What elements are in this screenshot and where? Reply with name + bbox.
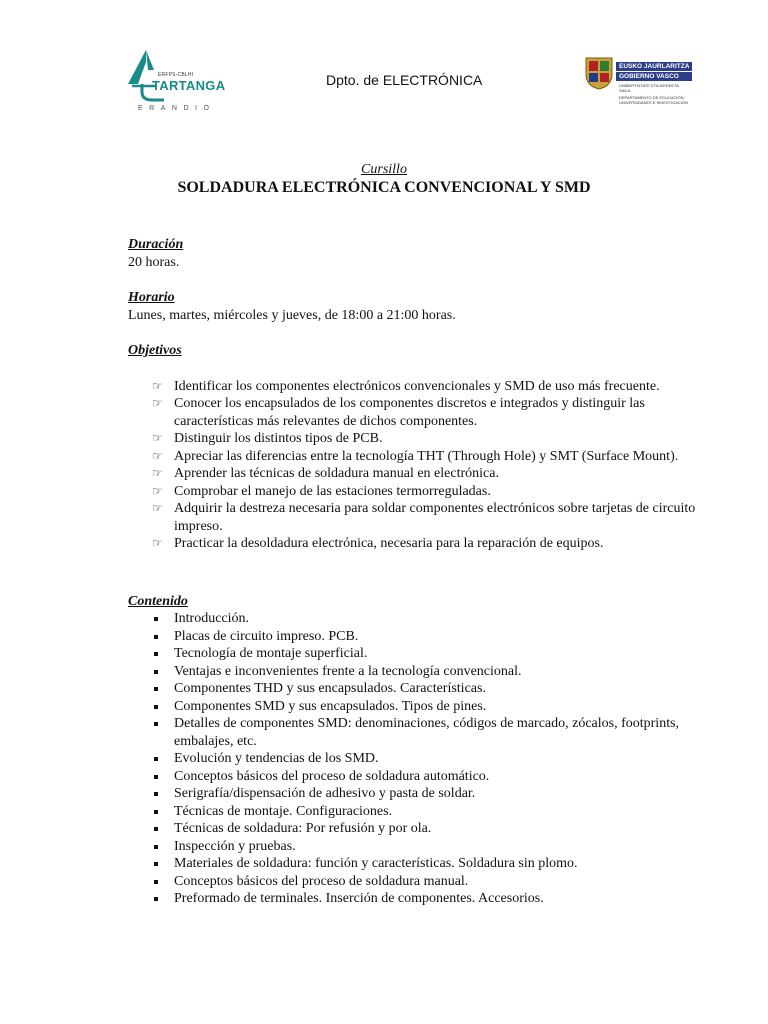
square-bullet-icon: [154, 722, 158, 726]
contenido-group-4: [128, 855, 708, 908]
pointing-hand-icon: ☞: [152, 378, 163, 393]
list-item: [152, 768, 708, 786]
objetivo-text: Practicar la desoldadura electrónica, necesaria para la reparación de equipos.: [174, 536, 604, 551]
list-item: [152, 838, 708, 856]
square-bullet-icon: [154, 617, 158, 621]
objetivo-text: Aprender las técnicas de soldadura manual en electrónica.: [174, 466, 499, 481]
objetivo-text: Comprobar el manejo de las estaciones termorreguladas.: [174, 483, 491, 499]
square-bullet-icon: [154, 845, 158, 849]
tartanga-logo: [124, 48, 226, 122]
list-item: [152, 395, 708, 430]
square-bullet-icon: [154, 827, 158, 831]
horario-section: [128, 289, 708, 324]
list-item: [152, 483, 708, 501]
square-bullet-icon: [154, 880, 158, 884]
square-bullet-icon: [154, 810, 158, 814]
list-item: [152, 680, 708, 698]
contenido-text: Placas de circuito impreso. PCB.: [174, 628, 359, 644]
square-bullet-icon: [154, 652, 158, 656]
pointing-hand-icon: ☞: [152, 396, 163, 410]
logo-small-text-1: UNIBERTSITATE ETA IKERKETA SAILA: [619, 83, 679, 93]
list-item: [152, 855, 708, 873]
contenido-group-1: [128, 610, 708, 645]
contenido-text: Preformado de terminales. Inserción de componentes. Accesorios.: [174, 891, 544, 906]
contenido-group-3: [128, 768, 708, 856]
contenido-text: Tecnología de montaje superficial.: [174, 646, 368, 661]
list-item: [152, 465, 708, 483]
contenido-text: Componentes THD y sus encapsulados. Características.: [174, 681, 486, 696]
pointing-hand-icon: ☞: [152, 448, 163, 463]
contenido-section: [128, 593, 708, 908]
contenido-text: Evolución y tendencias de los SMD.: [174, 751, 379, 766]
contenido-text: Inspección y pruebas.: [174, 838, 296, 854]
coat-of-arms-icon: [584, 56, 614, 90]
list-item: [152, 645, 708, 663]
logo-small-text-2: DEPARTAMENTO DE EDUCACIÓN, UNIVERSIDADES E INVESTIGACIÓN: [619, 95, 688, 105]
pointing-hand-icon: ☞: [152, 536, 163, 550]
square-bullet-icon: [154, 862, 158, 866]
list-item: [152, 750, 708, 768]
list-item: [152, 430, 708, 448]
logo-line2: GOBIERNO VASCO: [616, 72, 692, 81]
list-item: [152, 448, 708, 466]
objetivos-heading: Objetivos: [128, 343, 182, 358]
square-bullet-icon: [154, 897, 158, 901]
pointing-hand-icon: ☞: [152, 483, 163, 498]
list-item: [152, 785, 708, 803]
pointing-hand-icon: ☞: [152, 431, 163, 445]
duracion-heading: Duración: [128, 237, 184, 252]
contenido-heading: Contenido: [128, 593, 188, 609]
horario-text: Lunes, martes, miércoles y jueves, de 18:00 a 21:00 horas.: [128, 307, 456, 323]
contenido-text: Componentes SMD y sus encapsulados. Tipos de pines.: [174, 698, 487, 714]
objetivo-text: Apreciar las diferencias entre la tecnología THT (Through Hole) y SMT (Surface Mount).: [174, 448, 679, 464]
contenido-text: Detalles de componentes SMD: denominaciones, códigos de marcado, zócalos, footprints, embalajes, etc.: [174, 716, 680, 749]
list-item: [152, 873, 708, 891]
pointing-hand-icon: ☞: [152, 501, 163, 515]
objetivo-text: Conocer los encapsulados de los componentes discretos e integrados y distinguir las características más relevantes de dichos componentes.: [174, 396, 645, 429]
square-bullet-icon: [154, 775, 158, 779]
objetivo-text: Adquirir la destreza necesaria para soldar componentes electrónicos sobre tarjetas de circuito impreso.: [174, 501, 696, 534]
list-item: [152, 535, 708, 553]
contenido-text: Técnicas de soldadura: Por refusión y por ola.: [174, 821, 432, 836]
contenido-text: Materiales de soldadura: función y características. Soldadura sin plomo.: [174, 856, 578, 871]
objetivos-section: [128, 342, 708, 553]
gobierno-vasco-logo: [584, 56, 704, 116]
list-item: [152, 715, 708, 750]
list-item: [152, 378, 708, 396]
square-bullet-icon: [154, 792, 158, 796]
contenido-group-2: [128, 645, 708, 768]
duracion-section: [128, 236, 708, 271]
objetivo-text: Distinguir los distintos tipos de PCB.: [174, 431, 383, 446]
title-kicker: Cursillo: [361, 162, 407, 177]
square-bullet-icon: [154, 635, 158, 639]
contenido-text: Técnicas de montaje. Configuraciones.: [174, 803, 393, 819]
list-item: [152, 803, 708, 821]
objetivos-list: [128, 378, 708, 553]
contenido-text: Serigrafía/dispensación de adhesivo y pasta de soldar.: [174, 786, 476, 801]
logo-line1: EUSKO JAURLARITZA: [616, 62, 692, 71]
page-title: SOLDADURA ELECTRÓNICA CONVENCIONAL Y SMD: [177, 179, 591, 196]
square-bullet-icon: [154, 687, 158, 691]
logo-subtext: ERFPS-CBLHI: [158, 72, 194, 78]
duracion-text: 20 horas.: [128, 254, 180, 270]
contenido-text: Introducción.: [174, 611, 250, 626]
list-item: [152, 628, 708, 646]
logo-brand: TARTANGA: [152, 78, 226, 93]
list-item: [152, 500, 708, 535]
contenido-text: Conceptos básicos del proceso de soldadura automático.: [174, 768, 490, 784]
logo-town: ERANDIO: [138, 105, 216, 112]
pointing-hand-icon: ☞: [152, 466, 163, 480]
square-bullet-icon: [154, 670, 158, 674]
list-item: [152, 820, 708, 838]
contenido-text: Conceptos básicos del proceso de soldadura manual.: [174, 873, 469, 889]
list-item: [152, 663, 708, 681]
horario-heading: Horario: [128, 290, 175, 305]
list-item: [152, 890, 708, 908]
document-body: [128, 236, 708, 908]
contenido-text: Ventajas e inconvenientes frente a la tecnología convencional.: [174, 663, 522, 679]
square-bullet-icon: [154, 757, 158, 761]
department-header: Dpto. de ELECTRÓNICA: [326, 72, 483, 88]
objetivo-text: Identificar los componentes electrónicos convencionales y SMD de uso más frecuente.: [174, 378, 660, 394]
square-bullet-icon: [154, 705, 158, 709]
list-item: [152, 698, 708, 716]
list-item: [152, 610, 708, 628]
